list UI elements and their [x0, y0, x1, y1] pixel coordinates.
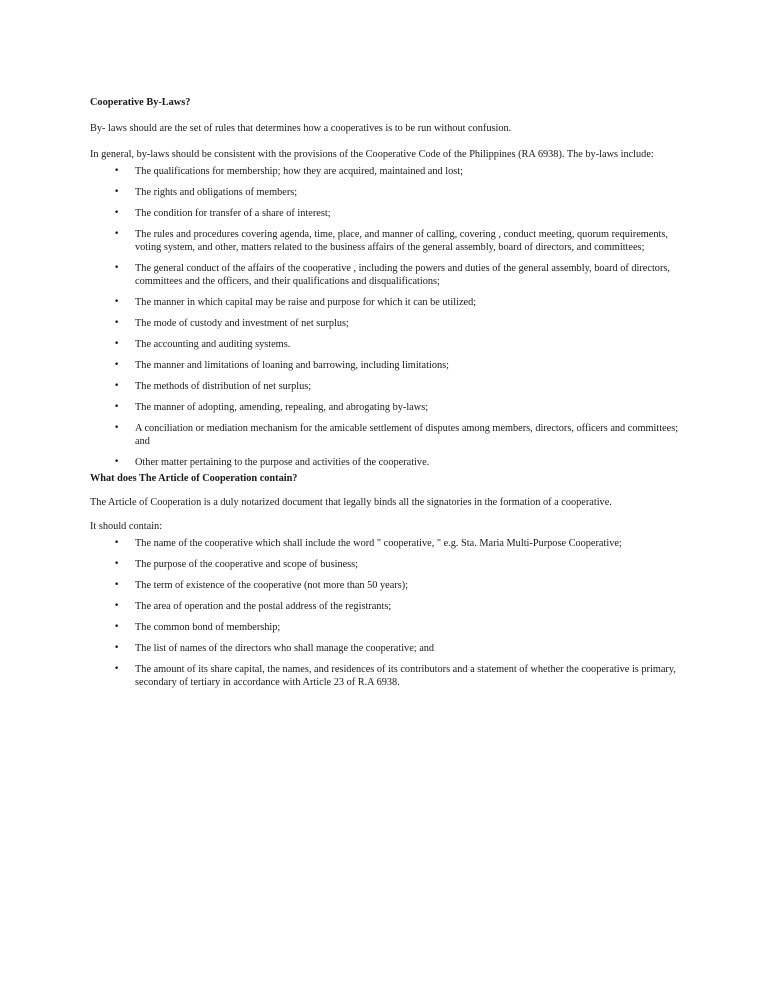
list-item: • The rules and procedures covering agenda, time, place, and manner of calling, covering , conduct meeting, quorum requirements, voting system, and other, matters related to the business affairs of the general assembly, board of directors, and committees; [114, 229, 668, 253]
list-item: • The mode of custody and investment of net surplus; [114, 318, 349, 329]
article-lead: It should contain: [90, 521, 163, 532]
bullet-icon: • [114, 263, 120, 273]
bullet-icon: • [114, 664, 120, 674]
bullet-icon: • [114, 559, 120, 569]
list-item: • The list of names of the directors who shall manage the cooperative; and [114, 643, 435, 654]
bullet-icon: • [114, 166, 120, 176]
list-item: • The condition for transfer of a share of interest; [114, 208, 331, 219]
bylaws-definition: By- laws should are the set of rules that determines how a cooperatives is to be run without confusion. [90, 123, 512, 134]
bullet-icon: • [114, 360, 120, 370]
bullet-icon: • [114, 622, 120, 632]
article-definition: The Article of Cooperation is a duly notarized document that legally binds all the signatories in the formation of a cooperative. [90, 497, 612, 508]
list-item: • The rights and obligations of members; [114, 187, 298, 198]
bullet-icon: • [114, 580, 120, 590]
bullet-icon: • [114, 402, 120, 412]
list-item: • The common bond of membership; [114, 622, 281, 633]
section-heading-bylaws: Cooperative By-Laws? [90, 97, 191, 108]
bullet-icon: • [114, 297, 120, 307]
list-item: • The term of existence of the cooperative (not more than 50 years); [114, 580, 409, 591]
bullet-icon: • [114, 457, 120, 467]
bullet-icon: • [114, 381, 120, 391]
list-item: • The name of the cooperative which shall include the word " cooperative, " e.g. Sta. Maria Multi-Purpose Cooperative; [114, 538, 622, 549]
bylaws-list [90, 165, 690, 469]
bullet-icon: • [114, 339, 120, 349]
list-item: • The general conduct of the affairs of the cooperative , including the powers and duties of the general assembly, board of directors, committees and the officers, and their qualifications and disqualifications; [114, 263, 670, 287]
section-heading-article: What does The Article of Cooperation contain? [90, 473, 298, 484]
list-item: • The amount of its share capital, the names, and residences of its contributors and a statement of whether the cooperative is primary, secondary of tertiary in accordance with Article 23 of R.A 6938. [114, 664, 676, 688]
list-item: • A conciliation or mediation mechanism for the amicable settlement of disputes among members, directors, officers and committees; and [114, 423, 679, 447]
list-item: • The purpose of the cooperative and scope of business; [114, 559, 359, 570]
bullet-icon: • [114, 187, 120, 197]
list-item: • The qualifications for membership; how they are acquired, maintained and lost; [114, 166, 463, 177]
list-item: • The accounting and auditing systems. [114, 339, 291, 350]
bullet-icon: • [114, 229, 120, 239]
bylaws-lead: In general, by-laws should be consistent with the provisions of the Cooperative Code of the Philippines (RA 6938). The by-laws include: [90, 149, 654, 160]
list-item: • The manner of adopting, amending, repealing, and abrogating by-laws; [114, 402, 429, 413]
bullet-icon: • [114, 643, 120, 653]
bullet-icon: • [114, 208, 120, 218]
article-list [90, 537, 690, 689]
list-item: • The area of operation and the postal address of the registrants; [114, 601, 392, 612]
bullet-icon: • [114, 318, 120, 328]
bullet-icon: • [114, 423, 120, 433]
bullet-icon: • [114, 601, 120, 611]
bullet-icon: • [114, 538, 120, 548]
list-item: • The manner and limitations of loaning and barrowing, including limitations; [114, 360, 449, 371]
list-item: • The manner in which capital may be raise and purpose for which it can be utilized; [114, 297, 477, 308]
list-item: • Other matter pertaining to the purpose and activities of the cooperative. [114, 457, 430, 468]
document-body [90, 96, 690, 689]
list-item: • The methods of distribution of net surplus; [114, 381, 312, 392]
